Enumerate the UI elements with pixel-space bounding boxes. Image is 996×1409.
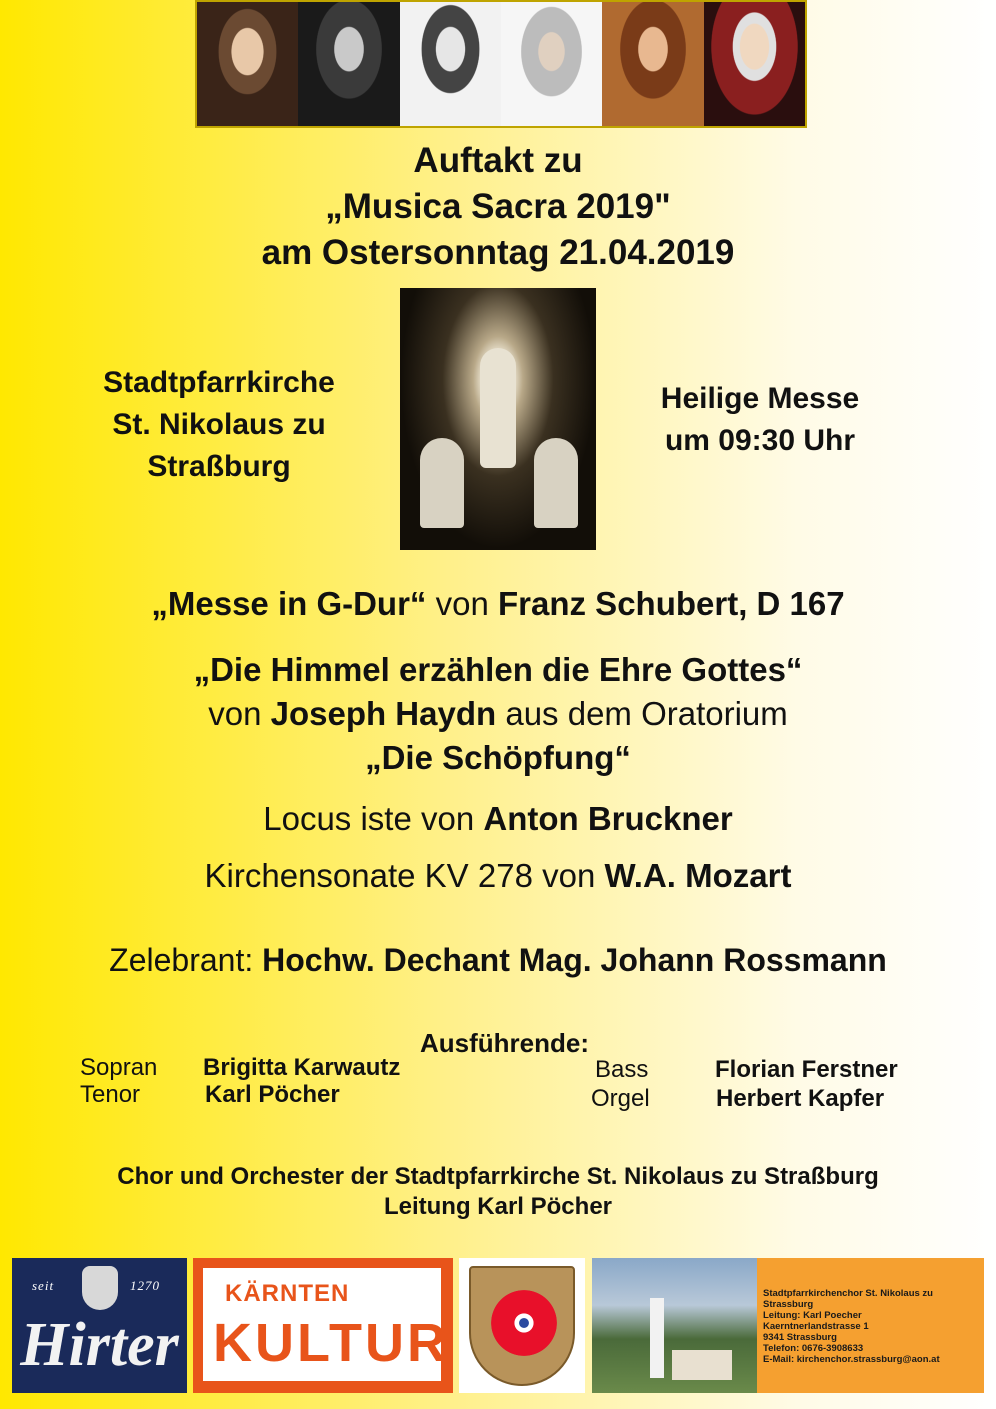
church-line-3: Straßburg: [147, 450, 291, 483]
kaernten-kultur-logo: [193, 1258, 453, 1393]
celebrant-name: Hochw. Dechant Mag. Johann Rossmann: [262, 942, 887, 978]
performer-name-orgel: Herbert Kapfer: [716, 1085, 885, 1112]
kaernten-text: KÄRNTEN: [225, 1280, 350, 1307]
title-line-1: Auftakt zu: [413, 141, 583, 180]
work2-aus: aus dem Oratorium: [505, 695, 788, 732]
title-line-3: am Ostersonntag 21.04.2019: [261, 233, 735, 272]
hirter-name: Hirter: [20, 1311, 179, 1379]
choir-credits: [0, 1162, 996, 1222]
event-title: [0, 138, 996, 276]
performer-role-bass: Bass: [595, 1056, 649, 1083]
work2-title: „Die Himmel erzählen die Ehre Gottes“: [193, 651, 803, 688]
portrait-haydn: [197, 2, 298, 126]
celebrant: [0, 938, 996, 982]
portrait-bruckner: [602, 2, 703, 126]
work2-composer: Joseph Haydn: [270, 695, 497, 732]
title-line-2: „Musica Sacra 2019": [325, 187, 671, 226]
work2-oratorio: „Die Schöpfung“: [365, 739, 631, 776]
celebrant-label: Zelebrant:: [109, 942, 254, 978]
mass-time: [600, 378, 920, 462]
portrait-schumann: [400, 2, 501, 126]
resurrection-painting: [400, 288, 596, 550]
portrait-mozart: [704, 2, 805, 126]
work1-von: von: [435, 585, 489, 622]
portrait-gounod: [501, 2, 602, 126]
program-work-3: [0, 797, 996, 841]
shield-icon: [469, 1266, 575, 1386]
mass-line-2: um 09:30 Uhr: [664, 424, 856, 457]
mass-line-1: Heilige Messe: [660, 382, 860, 415]
performer-role-orgel: Orgel: [591, 1085, 650, 1112]
kultur-text: KULTUR: [213, 1313, 449, 1373]
church-line-1: Stadtpfarrkirche: [103, 366, 335, 399]
star-flower-icon: [491, 1290, 557, 1356]
angel-right: [534, 438, 578, 528]
contact-line-2: Leitung: Karl Poecher: [763, 1310, 862, 1321]
contact-line-3: Kaerntnerlandstrasse 1: [763, 1321, 869, 1332]
conductor-line: Leitung Karl Pöcher: [383, 1193, 613, 1220]
church-line-2: St. Nikolaus zu: [112, 408, 326, 441]
choir-line: Chor und Orchester der Stadtpfarrkirche St. Nikolaus zu Straßburg: [117, 1163, 879, 1190]
work4-title: Kirchensonate KV 278 von: [204, 857, 596, 894]
kaernten-kultur-inner: [203, 1268, 449, 1381]
hirter-seit: seit: [32, 1278, 55, 1293]
hirter-year: 1270: [130, 1278, 160, 1293]
hirter-crest-icon: [82, 1266, 118, 1310]
work4-composer: W.A. Mozart: [604, 857, 792, 894]
contact-line-4: 9341 Strassburg: [763, 1332, 837, 1343]
work2-von: von: [208, 695, 262, 732]
contact-line-6: E-Mail: kirchenchor.strassburg@aon.at: [763, 1354, 940, 1365]
program-work-2: [0, 648, 996, 780]
work1-title: „Messe in G-Dur“: [151, 585, 427, 622]
hirter-logo: [12, 1258, 187, 1393]
church-building: [672, 1350, 732, 1380]
church-name: [38, 362, 400, 488]
performers-heading: Ausführende:: [420, 1028, 589, 1058]
christ-figure: [480, 348, 516, 468]
angel-left: [420, 438, 464, 528]
coat-of-arms: [459, 1258, 585, 1393]
program-work-4: [0, 854, 996, 898]
contact-line-5: Telefon: 0676-3908633: [763, 1343, 864, 1354]
contact-box: [757, 1258, 984, 1393]
performer-name-sopran: Brigitta Karwautz: [203, 1054, 401, 1081]
composer-portraits: [195, 0, 807, 128]
contact-line-1: Stadtpfarrkirchenchor St. Nikolaus zu Strassburg: [763, 1288, 933, 1310]
performer-role-tenor: Tenor: [80, 1081, 141, 1108]
work1-composer: Franz Schubert, D 167: [498, 585, 845, 622]
work3-composer: Anton Bruckner: [483, 800, 733, 837]
church-tower: [650, 1298, 664, 1378]
portrait-mahler: [298, 2, 399, 126]
program-work-1: [0, 582, 996, 626]
performer-name-tenor: Karl Pöcher: [205, 1081, 340, 1108]
work3-title: Locus iste von: [263, 800, 475, 837]
town-photo: [592, 1258, 757, 1393]
performer-role-sopran: Sopran: [80, 1054, 158, 1081]
performer-name-bass: Florian Ferstner: [715, 1056, 898, 1083]
